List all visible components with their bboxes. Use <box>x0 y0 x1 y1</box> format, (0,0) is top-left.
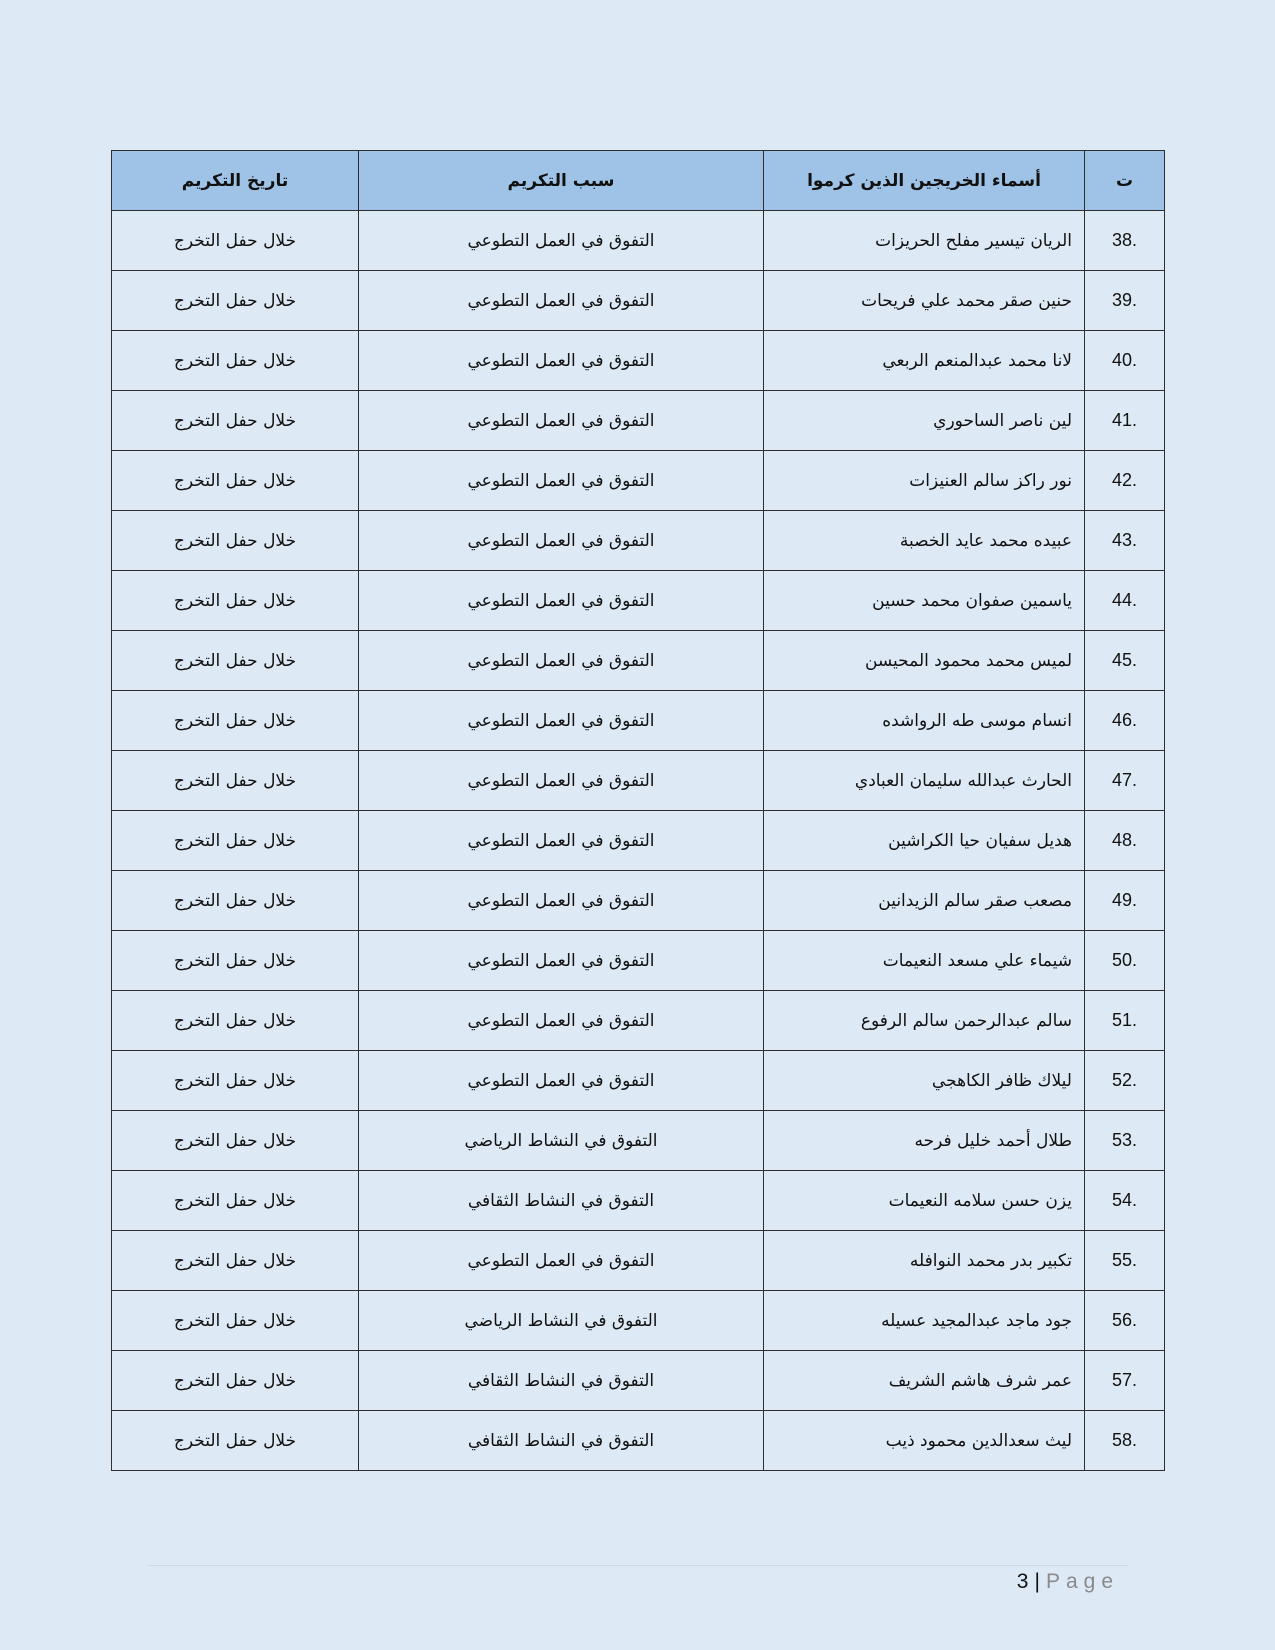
honoree-name: هديل سفيان حيا الكراشين <box>764 811 1085 871</box>
honoree-name: لانا محمد عبدالمنعم الربعي <box>764 331 1085 391</box>
honor-date: خلال حفل التخرج <box>112 271 359 331</box>
row-number: 49. <box>1085 871 1165 931</box>
honor-date: خلال حفل التخرج <box>112 811 359 871</box>
honor-reason: التفوق في العمل التطوعي <box>359 931 764 991</box>
row-number: 52. <box>1085 1051 1165 1111</box>
row-number: 42. <box>1085 451 1165 511</box>
row-number: 46. <box>1085 691 1165 751</box>
honoree-name: مصعب صقر سالم الزيدانين <box>764 871 1085 931</box>
honor-reason: التفوق في النشاط الثقافي <box>359 1171 764 1231</box>
row-number: 48. <box>1085 811 1165 871</box>
honoree-name: لميس محمد محمود المحيسن <box>764 631 1085 691</box>
row-number: 57. <box>1085 1351 1165 1411</box>
footer-divider <box>148 1565 1128 1566</box>
honor-reason: التفوق في العمل التطوعي <box>359 871 764 931</box>
honor-date: خلال حفل التخرج <box>112 451 359 511</box>
honoree-name: عبيده محمد عايد الخصبة <box>764 511 1085 571</box>
honor-date: خلال حفل التخرج <box>112 1111 359 1171</box>
honor-date: خلال حفل التخرج <box>112 1231 359 1291</box>
table-row <box>112 631 1165 691</box>
honor-date: خلال حفل التخرج <box>112 1291 359 1351</box>
honor-date: خلال حفل التخرج <box>112 1351 359 1411</box>
honor-date: خلال حفل التخرج <box>112 1411 359 1471</box>
honoree-name: طلال أحمد خليل فرحه <box>764 1111 1085 1171</box>
honoree-name: يزن حسن سلامه النعيمات <box>764 1171 1085 1231</box>
honor-date: خلال حفل التخرج <box>112 991 359 1051</box>
honoree-name: جود ماجد عبدالمجيد عسيله <box>764 1291 1085 1351</box>
row-number: 40. <box>1085 331 1165 391</box>
honor-date: خلال حفل التخرج <box>112 871 359 931</box>
honor-reason: التفوق في العمل التطوعي <box>359 811 764 871</box>
honor-date: خلال حفل التخرج <box>112 631 359 691</box>
row-number: 51. <box>1085 991 1165 1051</box>
table-row <box>112 751 1165 811</box>
page-label: Page <box>1045 1570 1119 1593</box>
header-name: أسماء الخريجين الذين كرموا <box>764 151 1085 211</box>
table-row <box>112 571 1165 631</box>
table-row <box>112 1111 1165 1171</box>
row-number: 55. <box>1085 1231 1165 1291</box>
honor-reason: التفوق في العمل التطوعي <box>359 1231 764 1291</box>
table-row <box>112 1411 1165 1471</box>
honor-reason: التفوق في العمل التطوعي <box>359 391 764 451</box>
honor-reason: التفوق في العمل التطوعي <box>359 451 764 511</box>
table-row <box>112 1171 1165 1231</box>
table-row <box>112 451 1165 511</box>
footer-separator: | <box>1034 1570 1040 1593</box>
table-row <box>112 211 1165 271</box>
row-number: 43. <box>1085 511 1165 571</box>
row-number: 56. <box>1085 1291 1165 1351</box>
table-header-row <box>112 151 1165 211</box>
honor-reason: التفوق في العمل التطوعي <box>359 511 764 571</box>
honor-date: خلال حفل التخرج <box>112 211 359 271</box>
honor-date: خلال حفل التخرج <box>112 511 359 571</box>
table-row <box>112 991 1165 1051</box>
honor-date: خلال حفل التخرج <box>112 571 359 631</box>
honoree-name: ليث سعدالدين محمود ذيب <box>764 1411 1085 1471</box>
honor-reason: التفوق في النشاط الرياضي <box>359 1111 764 1171</box>
honor-date: خلال حفل التخرج <box>112 1171 359 1231</box>
page-number: 3 <box>1016 1570 1029 1593</box>
row-number: 41. <box>1085 391 1165 451</box>
table-row <box>112 1231 1165 1291</box>
honoree-name: لين ناصر الساحوري <box>764 391 1085 451</box>
honoree-name: شيماء علي مسعد النعيمات <box>764 931 1085 991</box>
honoree-name: تكبير بدر محمد النوافله <box>764 1231 1085 1291</box>
honorees-table <box>111 150 1165 1471</box>
honor-reason: التفوق في النشاط الرياضي <box>359 1291 764 1351</box>
honor-reason: التفوق في النشاط الثقافي <box>359 1351 764 1411</box>
row-number: 38. <box>1085 211 1165 271</box>
honor-reason: التفوق في العمل التطوعي <box>359 1051 764 1111</box>
honor-date: خلال حفل التخرج <box>112 691 359 751</box>
honor-reason: التفوق في العمل التطوعي <box>359 991 764 1051</box>
table-row <box>112 391 1165 451</box>
row-number: 58. <box>1085 1411 1165 1471</box>
honoree-name: انسام موسى طه الرواشده <box>764 691 1085 751</box>
row-number: 44. <box>1085 571 1165 631</box>
header-date: تاريخ التكريم <box>112 151 359 211</box>
table-row <box>112 691 1165 751</box>
honoree-name: الريان تيسير مفلح الحريزات <box>764 211 1085 271</box>
honor-reason: التفوق في النشاط الثقافي <box>359 1411 764 1471</box>
table-row <box>112 271 1165 331</box>
table-row <box>112 871 1165 931</box>
honor-date: خلال حفل التخرج <box>112 1051 359 1111</box>
table-row <box>112 1051 1165 1111</box>
honoree-name: عمر شرف هاشم الشريف <box>764 1351 1085 1411</box>
header-reason: سبب التكريم <box>359 151 764 211</box>
honoree-name: حنين صقر محمد علي فريحات <box>764 271 1085 331</box>
table-row <box>112 1291 1165 1351</box>
honor-date: خلال حفل التخرج <box>112 331 359 391</box>
honor-reason: التفوق في العمل التطوعي <box>359 331 764 391</box>
honor-reason: التفوق في العمل التطوعي <box>359 691 764 751</box>
honor-reason: التفوق في العمل التطوعي <box>359 631 764 691</box>
honoree-name: سالم عبدالرحمن سالم الرفوع <box>764 991 1085 1051</box>
table-row <box>112 811 1165 871</box>
row-number: 39. <box>1085 271 1165 331</box>
honor-reason: التفوق في العمل التطوعي <box>359 271 764 331</box>
honoree-name: ليلاك ظافر الكاهجي <box>764 1051 1085 1111</box>
row-number: 50. <box>1085 931 1165 991</box>
table-row <box>112 511 1165 571</box>
table-row <box>112 331 1165 391</box>
honor-reason: التفوق في العمل التطوعي <box>359 571 764 631</box>
honoree-name: ياسمين صفوان محمد حسين <box>764 571 1085 631</box>
header-number: ت <box>1085 151 1165 211</box>
page-footer <box>1017 1570 1119 1594</box>
row-number: 47. <box>1085 751 1165 811</box>
table-row <box>112 1351 1165 1411</box>
honor-reason: التفوق في العمل التطوعي <box>359 751 764 811</box>
row-number: 45. <box>1085 631 1165 691</box>
table-row <box>112 931 1165 991</box>
honoree-name: نور راكز سالم العنيزات <box>764 451 1085 511</box>
honor-date: خلال حفل التخرج <box>112 931 359 991</box>
row-number: 54. <box>1085 1171 1165 1231</box>
honor-reason: التفوق في العمل التطوعي <box>359 211 764 271</box>
honor-date: خلال حفل التخرج <box>112 751 359 811</box>
row-number: 53. <box>1085 1111 1165 1171</box>
honor-date: خلال حفل التخرج <box>112 391 359 451</box>
table-body <box>112 211 1165 1471</box>
honoree-name: الحارث عبدالله سليمان العبادي <box>764 751 1085 811</box>
